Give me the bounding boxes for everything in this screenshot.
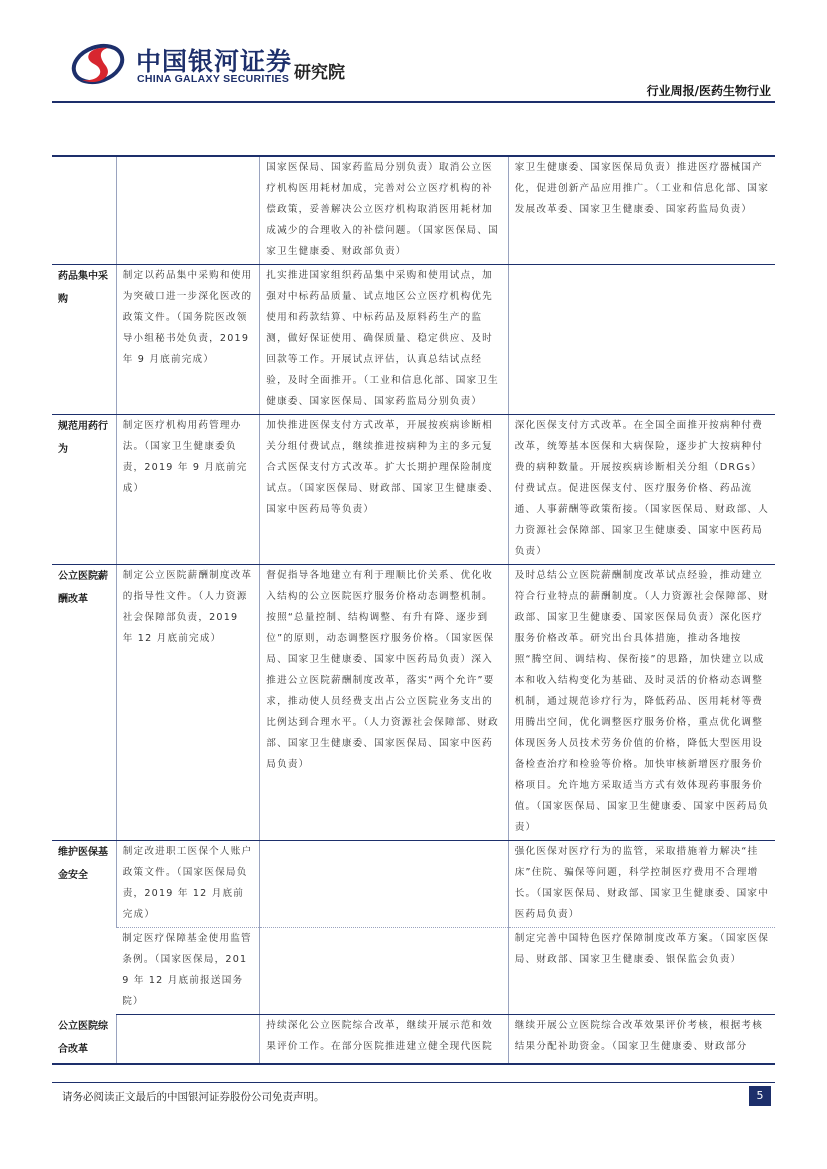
ongoing-task-text: 扎实推进国家组织药品集中采购和使用试点，加强对中标药品质量、试点地区公立医疗机构优先使用和药款结算、中标药品及原料药生产的监测，做好保证使用、确保质量、稳定供应、及时回款等工作。开展试点评估，认真总结试点经验，及时全面推开。（工业和信息化部、国家卫生健康委、国家医保局、国家药监局分别负责） bbox=[266, 270, 499, 407]
other-task-text: 及时总结公立医院薪酬制度改革试点经验，推动建立符合行业特点的薪酬制度。（人力资源社会保障部、财政部、国家卫生健康委、国家医保局负责）深化医疗服务价格改革。研究出台具体措施，推动各地按照“腾空间、调结构、保衔接”的思路，加快建立以成本和收入结构变化为基础、及时灵活的价格动态调整机制，通过规范诊疗行为，降低药品、医用耗材等费用腾出空间，优化调整医疗服务价格，重点优化调整体现医务人员技术劳务价值的价格，降低大型医用设备检查治疗和检验等价格。加快审核新增医疗服务价格项目。允许地方采取适当方式有效体现药事服务价值。（国家医保局、国家卫生健康委、国家中医药局负责） bbox=[514, 570, 770, 833]
galaxy-logo-icon bbox=[70, 40, 126, 88]
row-document-task bbox=[116, 156, 260, 265]
document-task-text: 制定以药品集中采购和使用为突破口进一步深化医改的政策文件。（国务院医改领导小组秘书处负责，2019 年 9 月底前完成） bbox=[122, 270, 253, 365]
table-row bbox=[52, 415, 775, 565]
row-other-task bbox=[508, 265, 775, 415]
footer-divider bbox=[52, 1082, 775, 1083]
row-ongoing-task bbox=[260, 1015, 508, 1064]
row-category: 维护医保基金安全 bbox=[58, 847, 108, 881]
other-task-text: 强化医保对医疗行为的监管，采取措施着力解决“挂床”住院、骗保等问题，科学控制医疗费用不合理增长。（国家医保局、财政部、国家卫生健康委、国家中医药局负责） bbox=[514, 846, 770, 920]
ongoing-task-text: 持续深化公立医院综合改革，继续开展示范和效果评价工作。在部分医院推进建立健全现代医院 bbox=[266, 1020, 493, 1052]
row-other-task bbox=[508, 415, 775, 565]
row-document-task bbox=[116, 265, 260, 415]
document-task-text: 制定改进职工医保个人账户政策文件。（国家医保局负责，2019 年 12 月底前完成） bbox=[122, 846, 253, 920]
table-row bbox=[52, 1015, 775, 1064]
row-ongoing-task bbox=[260, 156, 508, 265]
document-task-text: 制定医疗机构用药管理办法。（国家卫生健康委负责，2019 年 9 月底前完成） bbox=[122, 420, 248, 494]
row-ongoing-task bbox=[260, 265, 508, 415]
table-row bbox=[52, 841, 775, 928]
row-document-task bbox=[116, 565, 260, 841]
row-document-task bbox=[116, 1015, 260, 1064]
header-divider bbox=[52, 101, 775, 103]
row-other-task bbox=[508, 156, 775, 265]
row-ongoing-task bbox=[260, 415, 508, 565]
row-document-task bbox=[116, 928, 260, 1015]
other-task-text: 家卫生健康委、国家医保局负责）推进医疗器械国产化，促进创新产品应用推广。（工业和信息化部、国家发展改革委、国家卫生健康委、国家药监局负责） bbox=[514, 162, 770, 215]
table-row bbox=[52, 928, 775, 1015]
other-task-text: 继续开展公立医院综合改革效果评价考核，根据考核结果分配补助资金。（国家卫生健康委、财政部分 bbox=[514, 1020, 764, 1052]
reform-task-table bbox=[52, 155, 775, 1065]
row-ongoing-task bbox=[260, 841, 508, 928]
page-header bbox=[0, 0, 827, 110]
table-row bbox=[52, 565, 775, 841]
table-row bbox=[52, 265, 775, 415]
table-row bbox=[52, 156, 775, 265]
company-name-en: CHINA GALAXY SECURITIES bbox=[137, 73, 290, 85]
row-ongoing-task bbox=[260, 565, 508, 841]
row-other-task bbox=[508, 928, 775, 1015]
row-category bbox=[52, 156, 116, 265]
ongoing-task-text: 加快推进医保支付方式改革，开展按疾病诊断相关分组付费试点，继续推进按病种为主的多元复合式医保支付方式改革。扩大长期护理保险制度试点。（国家医保局、财政部、国家卫生健康委、国家中医药局等负责） bbox=[266, 420, 499, 515]
page-number: 5 bbox=[749, 1086, 771, 1106]
other-task-text: 制定完善中国特色医疗保障制度改革方案。（国家医保局、财政部、国家卫生健康委、银保监会负责） bbox=[514, 933, 770, 965]
other-task-text: 深化医保支付方式改革。在全国全面推开按病种付费改革，统筹基本医保和大病保险，逐步扩大按病种付费的病种数量。开展按疾病诊断相关分组（DRGs）付费试点。促进医保支付、医疗服务价格、药品流通、人事薪酬等政策衔接。（国家医保局、财政部、人力资源社会保障部、国家卫生健康委、国家中医药局负责） bbox=[514, 420, 770, 557]
row-other-task bbox=[508, 1015, 775, 1064]
row-document-task bbox=[116, 841, 260, 928]
row-category: 药品集中采购 bbox=[52, 265, 116, 415]
disclaimer-text: 请务必阅读正文最后的中国银河证券股份公司免责声明。 bbox=[62, 1091, 325, 1103]
row-document-task bbox=[116, 415, 260, 565]
report-type: 行业周报/医药生物行业 bbox=[646, 84, 771, 98]
row-other-task bbox=[508, 841, 775, 928]
row-ongoing-task bbox=[260, 928, 508, 1015]
row-category: 公立医院综合改革 bbox=[52, 1015, 116, 1064]
ongoing-task-text: 国家医保局、国家药监局分别负责）取消公立医疗机构医用耗材加成，完善对公立医疗机构的补偿政策，妥善解决公立医疗机构取消医用耗材加成减少的合理收入的补偿问题。（国家医保局、国家卫生健康委、财政部负责） bbox=[266, 162, 499, 257]
company-name-cn: 中国银河证券 bbox=[136, 47, 293, 76]
row-other-task bbox=[508, 565, 775, 841]
row-category: 公立医院薪酬改革 bbox=[52, 565, 116, 841]
ongoing-task-text: 督促指导各地建立有利于理顺比价关系、优化收入结构的公立医院医疗服务价格动态调整机制。按照“总量控制、结构调整、有升有降、逐步到位”的原则，动态调整医疗服务价格。（国家医保局、国家卫生健康委、国家中医药局负责）深入推进公立医院薪酬制度改革，落实“两个允许”要求，推动使人员经费支出占公立医院业务支出的比例达到合理水平。（人力资源社会保障部、财政部、国家卫生健康委、国家医保局、国家中医药局负责） bbox=[266, 570, 499, 770]
document-task-text: 制定公立医院薪酬制度改革的指导性文件。（人力资源社会保障部负责，2019 年 12 月底前完成） bbox=[122, 570, 253, 644]
institute-label: 研究院 bbox=[294, 63, 345, 83]
row-category: 规范用药行为 bbox=[52, 415, 116, 565]
document-task-text: 制定医疗保障基金使用监管条例。（国家医保局，2019 年 12 月底前报送国务院） bbox=[122, 933, 252, 1007]
